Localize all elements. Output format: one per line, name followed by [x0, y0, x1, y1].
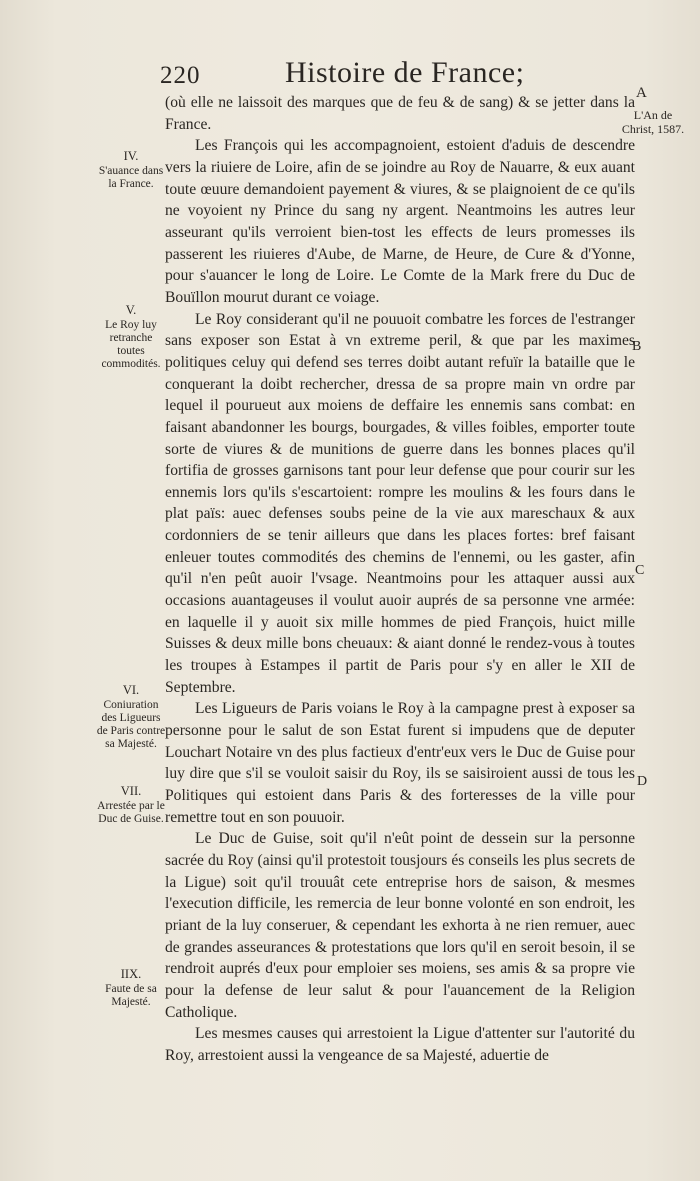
page-number: 220	[160, 62, 201, 89]
running-title: Histoire de France;	[285, 56, 525, 89]
section-letter-d: D	[637, 774, 648, 789]
side-note	[96, 785, 166, 826]
paragraph: (où elle ne laissoit des marques que de feu & de sang) & se jetter dans la France.	[165, 94, 635, 133]
side-note-number: VII.	[120, 784, 142, 798]
side-note-text: Faute de sa Majesté.	[105, 983, 157, 1008]
side-note	[96, 150, 166, 191]
side-note-text: S'auance dans la France.	[98, 165, 164, 190]
side-note	[96, 304, 166, 371]
side-note	[96, 684, 166, 751]
section-letter-b: B	[632, 339, 642, 354]
main-text	[165, 92, 635, 1067]
side-note-number: IV.	[123, 149, 139, 163]
paragraph: Les François qui les accompagnoient, estoient d'aduis de descendre vers la riuiere de Loire, afin de se joindre au Roy de Nauarre, & eux auant toute œuure demandoient payement & viures, & se plaignoient de ce qu'ils ne voyoient ny Prince du sang ny argent. Neantmoins les autres leur asseurant qu'ils verroient bien-tost les effects de leurs promesses ils passerent les riuieres d'Aube, de Marne, de Heure, de Cure & d'Yonne, pour s'auancer le long de Loire. Le Comte de la Mark frere du Duc de Bouïllon mourut durant ce voiage.	[165, 137, 635, 306]
side-note-text: Coniuration des Ligueurs de Paris contre sa Majesté.	[96, 699, 166, 750]
paragraph: Le Roy considerant qu'il ne pouuoit combatre les forces de l'estranger sans exposer son Estat à vn extreme peril, & que par les maximes politiques celuy qui defend ses terres doibt autant refuïr la bataille que le conquerant la doibt rechercher, dressa de sa propre main vn ordre par lequel il pourueut aux moiens de deffaire les ennemis sans combat: en faisant abandonner les bourgs, bourgades, & villes foibles, emporter toute sorte de viures & de munitions de guerre dans les bonnes places qu'il fortifia de grosses garnisons tant pour leur defense que pour courir sur les ennemis lors qu'ils s'escartoient: rompre les moulins & les fours dans le plat païs: auec defenses soubs peine de la vie aux mareschaux & aux cordonniers de se tenir ailleurs que dans les places fortes: bref faisant enleuer toutes commodités des chemins de l'ennemi, ou les gaster, afin qu'il n'en peût auoir l'vsage. Neantmoins pour les attaquer aussi aux occasions auantageuses il voulut auoir auprés de sa personne vne armée: en laquelle il y auoit six mille hommes de pied François, huict mille Suisses & deux mille bons cheuaux: & aiant donné le rendez-vous à toutes les troupes à Estampes il partit de Paris pour s'y en aller le XII de Septembre.	[165, 310, 635, 696]
paragraph: Le Duc de Guise, soit qu'il n'eût point de dessein sur la personne sacrée du Roy (ainsi qu'il protestoit tousjours és conseils les plus secrets de la Ligue) soit qu'il trouuât cete entreprise hors de saison, & mesmes l'execution difficile, les remercia de leur bonne volonté en son endroit, les priant de la luy conseruer, & cependant les exhorta à ne rien remuer, auec de grandes asseurances & protestations que lors qu'il en seroit besoin, il se rendroit auprés d'eux pour emploier ses moiens, ses amis & sa propre vie pour la defense de leur salut & pour l'auancement de la Religion Catholique.	[165, 830, 635, 1021]
side-note-text: Le Roy luy retranche toutes commodités.	[101, 319, 161, 370]
side-note-number: IIX.	[120, 967, 142, 981]
paragraph: Les mesmes causes qui arrestoient la Ligue d'attenter sur l'autorité du Roy, arrestoient aussi la vengeance de sa Majesté, aduertie de	[165, 1025, 635, 1064]
paragraph: Les Ligueurs de Paris voians le Roy à la campagne prest à exposer sa personne pour le salut de son Estat furent si impudens que de deputer Louchart Notaire vn des plus factieux d'entr'eux vers le Duc de Guise pour luy dire que s'il se vouloit saisir du Roy, ils se saisiroient aussi de tous les Politiques qui estoient dans Paris & des forteresses de la ville pour remettre tout en son pouuoir.	[165, 700, 635, 826]
page-header	[160, 54, 580, 94]
side-note-number: V.	[125, 303, 137, 317]
section-letter-c: C	[635, 563, 645, 578]
side-note	[96, 968, 166, 1009]
date-note: L'An de Christ, 1587.	[621, 108, 685, 136]
side-note-text: Arrestée par le Duc de Guise.	[97, 800, 165, 825]
side-note-number: VI.	[122, 683, 140, 697]
section-letter-a: A	[636, 85, 647, 101]
